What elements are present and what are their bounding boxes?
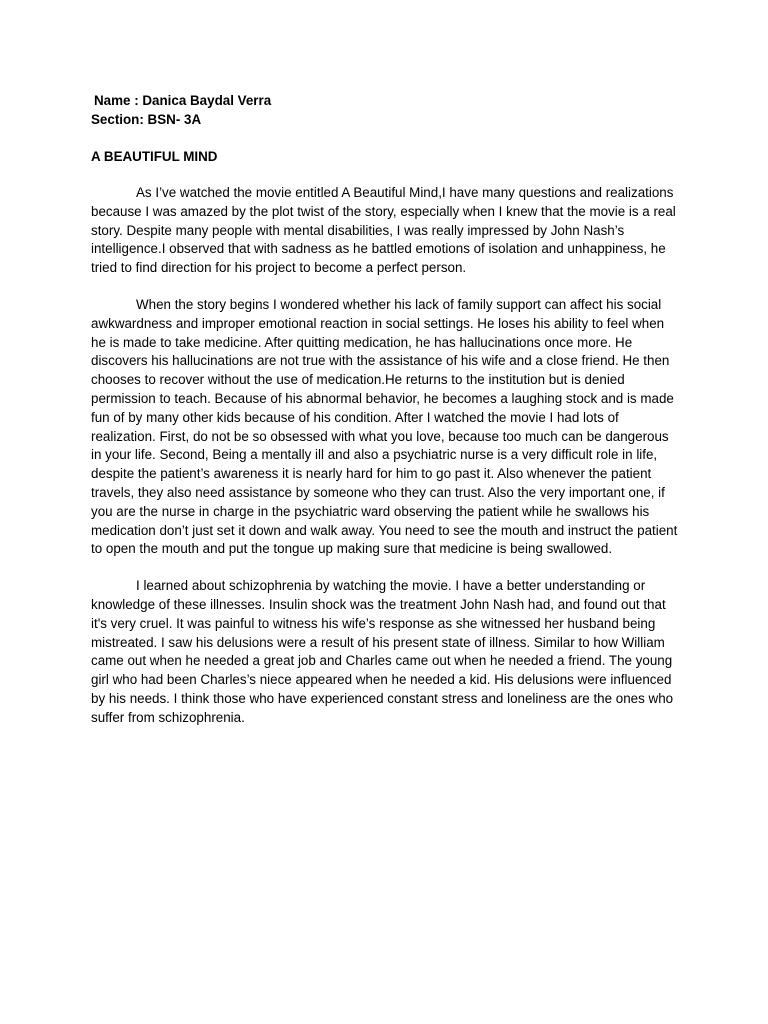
paragraph-1: As I’ve watched the movie entitled A Beautiful Mind,I have many questions and realizations because I was amazed by the plot twist of the story, especially when I knew that the movie is a real story. Despite many people with mental disabilities, I was really impressed by John Nash’s intelligence.I observed that with sadness as he battled emotions of isolation and unhappiness, he tried to find direction for his project to become a perfect person. bbox=[91, 185, 676, 276]
author-name: Name : Danica Baydal Verra bbox=[94, 93, 272, 108]
author-section: Section: BSN- 3A bbox=[91, 112, 202, 127]
document-title: A BEAUTIFUL MIND bbox=[91, 149, 218, 164]
paragraph-2: When the story begins I wondered whether his lack of family support can affect his social awkwardness and improper emotional reaction in social settings. He loses his ability to feel when he is made to take medicine. After quitting medication, he has hallucinations once more. He discovers his hallucinations are not true with the assistance of his wife and a close friend. He then chooses to recover without the use of medication.He returns to the institution but is denied permission to teach. Because of his abnormal behavior, he becomes a laughing stock and is made fun of by many other kids because of his condition. After I watched the movie I had lots of realization. First, do not be so obsessed with what you love, because too much can be dangerous in your life. Second, Being a mentally ill and also a psychiatric nurse is a very difficult role in life, despite the patient’s awareness it is nearly hard for him to go past it. Also whenever the patient travels, they also need assistance by someone who they can trust. Also the very important one, if you are the nurse in charge in the psychiatric ward observing the patient while he swallows his medication don’t just set it down and walk away. You need to see the mouth and instruct the patient to open the mouth and put the tongue up making sure that medicine is being swallowed. bbox=[91, 296, 678, 557]
document-page bbox=[91, 91, 681, 728]
paragraph-3: I learned about schizophrenia by watching the movie. I have a better understanding or knowledge of these illnesses. Insulin shock was the treatment John Nash had, and found out that it's very cruel. It was painful to witness his wife’s response as she witnessed her husband being mistreated. I saw his delusions were a result of his present state of illness. Similar to how William came out when he needed a great job and Charles came out when he needed a friend. The young girl who had been Charles’s niece appeared when he needed a kid. His delusions were influenced by his needs. I think those who have experienced constant stress and loneliness are the ones who suffer from schizophrenia. bbox=[91, 578, 674, 725]
